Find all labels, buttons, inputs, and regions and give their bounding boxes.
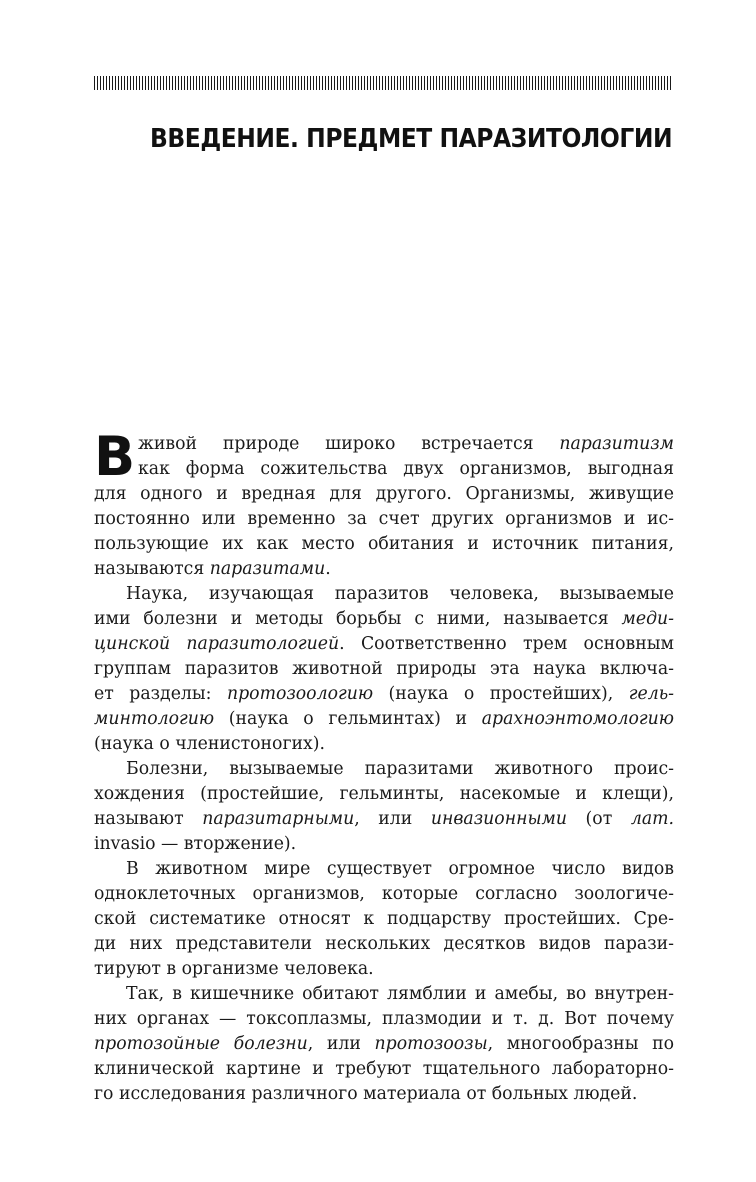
drop-cap: В [94, 425, 136, 488]
text-line [94, 482, 674, 507]
text-run: называют [94, 809, 203, 829]
text-run: постоянно или временно за счет других организмов и ис- [94, 509, 674, 529]
italic-term: лат. [630, 809, 674, 829]
text-line [94, 882, 674, 907]
text-run: ет разделы: [94, 684, 227, 704]
chapter-title: ВВЕДЕНИЕ. ПРЕДМЕТ ПАРАЗИТОЛОГИИ [149, 124, 672, 154]
italic-term: паразитами [209, 559, 326, 579]
text-run: как форма сожительства двух организмов, выгодная [138, 459, 674, 479]
text-run: (наука о простейших), [373, 684, 629, 704]
text-run: . [325, 559, 331, 579]
text-line [94, 832, 674, 857]
italic-term: протозоозы [374, 1034, 488, 1054]
text-line [94, 632, 674, 657]
italic-term: меди- [621, 609, 674, 629]
paragraph [94, 857, 674, 982]
text-run: клинической картине и требуют тщательного лабораторно- [94, 1059, 674, 1079]
text-run: пользующие их как место обитания и источник питания, [94, 534, 674, 554]
text-run: (наука о членистоногих). [94, 734, 326, 754]
text-run: Наука, изучающая паразитов человека, вызываемые [126, 584, 674, 604]
text-line [94, 807, 674, 832]
italic-term: гель- [628, 684, 674, 704]
italic-term: протозойные болезни [94, 1034, 308, 1054]
text-run: ими болезни и методы борьбы с ними, называется [94, 609, 622, 629]
text-line [94, 582, 674, 607]
text-line [94, 432, 674, 457]
text-run: ди них представители нескольких десятков видов парази- [94, 934, 674, 954]
text-run: группам паразитов животной природы эта наука включа- [94, 659, 674, 679]
text-line [94, 1007, 674, 1032]
text-run: , или [307, 1034, 375, 1054]
italic-term: протозоологию [226, 684, 374, 704]
text-run: живой природе широко встречается [138, 434, 560, 454]
text-line [94, 657, 674, 682]
paragraph [94, 982, 674, 1107]
text-line [94, 532, 674, 557]
italic-term: паразитизм [559, 434, 674, 454]
text-line [94, 557, 674, 582]
text-run: В животном мире существует огромное число видов [126, 859, 674, 879]
body-text [94, 425, 674, 1107]
text-line [94, 1032, 674, 1057]
text-run: называются [94, 559, 210, 579]
text-line [94, 682, 674, 707]
text-line [94, 982, 674, 1007]
text-line [94, 782, 674, 807]
text-run: invasio — вторжение). [94, 834, 297, 854]
text-line [94, 1082, 674, 1107]
text-run: для одного и вредная для другого. Организмы, живущие [94, 484, 674, 504]
text-run: Болезни, вызываемые паразитами животного проис- [126, 759, 674, 779]
paragraph [94, 582, 674, 757]
text-run: . Соответственно трем основным [339, 634, 674, 654]
text-line [94, 732, 674, 757]
paragraph [94, 425, 674, 582]
italic-term: паразитарными [202, 809, 355, 829]
text-run: хождения (простейшие, гельминты, насекомые и клещи), [94, 784, 674, 804]
text-line [94, 507, 674, 532]
text-run: тируют в организме человека. [94, 959, 374, 979]
text-line [94, 932, 674, 957]
text-line [94, 907, 674, 932]
decorative-header-rule [94, 76, 672, 90]
text-line [94, 607, 674, 632]
italic-term: инвазионными [430, 809, 567, 829]
text-line [94, 957, 674, 982]
text-run: , или [354, 809, 431, 829]
text-run: (от [567, 809, 631, 829]
text-line [94, 707, 674, 732]
text-line [94, 457, 674, 482]
text-run: них органах — токсоплазмы, плазмодии и т. д. Вот почему [94, 1009, 674, 1029]
text-run: Так, в кишечнике обитают лямблии и амебы, во внутрен- [126, 984, 674, 1004]
text-line [94, 857, 674, 882]
text-line [94, 1057, 674, 1082]
text-run: ской систематике относят к подцарству простейших. Сре- [94, 909, 674, 929]
italic-term: цинской паразитологией [94, 634, 340, 654]
text-run: (наука о гельминтах) и [214, 709, 482, 729]
text-run: одноклеточных организмов, которые согласно зоологиче- [94, 884, 674, 904]
paragraph [94, 757, 674, 857]
italic-term: арахноэнтомологию [481, 709, 674, 729]
text-run: , многообразны по [487, 1034, 674, 1054]
text-run: го исследования различного материала от больных людей. [94, 1084, 638, 1104]
text-line [94, 757, 674, 782]
italic-term: минтологию [94, 709, 215, 729]
